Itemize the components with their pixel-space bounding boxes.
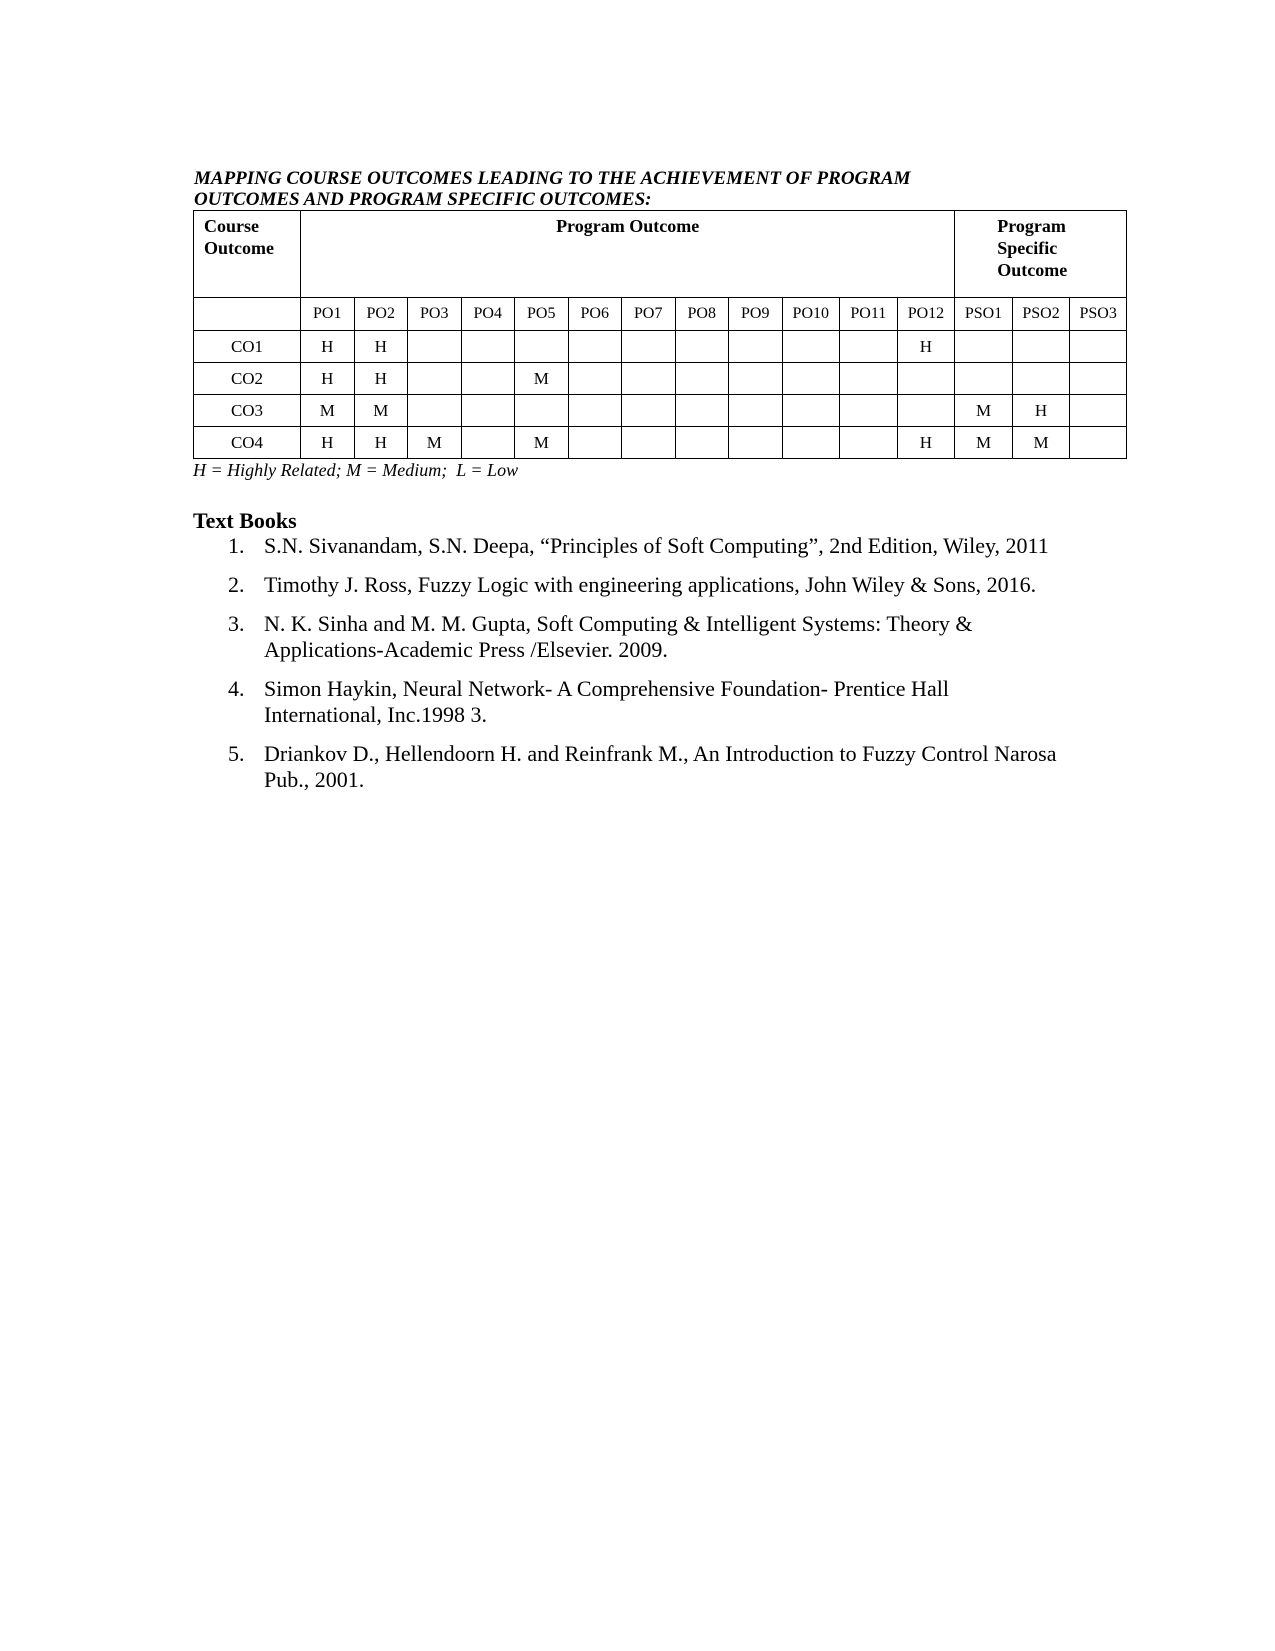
text-book-citation: N. K. Sinha and M. M. Gupta, Soft Computing & Intelligent Systems: Theory & Applications-Academic Press /Elsevier. 2009.	[264, 611, 973, 662]
mapping-cell	[729, 395, 783, 427]
mapping-cell	[1012, 363, 1070, 395]
text-book-number: 1.	[228, 533, 245, 558]
mapping-cell: M	[408, 427, 462, 459]
mapping-cell: M	[515, 363, 569, 395]
column-header-po12: PO12	[897, 298, 955, 331]
mapping-heading-line-1: MAPPING COURSE OUTCOMES LEADING TO THE ACHIEVEMENT OF PROGRAM	[194, 168, 911, 189]
text-book-citation: Driankov D., Hellendoorn H. and Reinfrank M., An Introduction to Fuzzy Control Narosa Pub., 2001.	[264, 741, 1057, 792]
mapping-cell: H	[897, 331, 955, 363]
course-outcome-header: Course Outcome	[194, 211, 301, 298]
mapping-cell	[568, 363, 622, 395]
mapping-cell	[955, 363, 1013, 395]
mapping-cell	[729, 331, 783, 363]
mapping-cell: H	[301, 363, 355, 395]
mapping-cell	[675, 331, 729, 363]
column-header-po7: PO7	[622, 298, 676, 331]
text-book-item	[228, 676, 1068, 728]
mapping-cell: H	[354, 427, 408, 459]
mapping-cell	[622, 427, 676, 459]
mapping-cell	[840, 427, 898, 459]
text-book-number: 5.	[228, 741, 245, 766]
mapping-cell	[515, 331, 569, 363]
mapping-cell	[1070, 363, 1127, 395]
mapping-cell	[622, 363, 676, 395]
text-books-list	[228, 533, 1068, 806]
column-header-po10: PO10	[782, 298, 840, 331]
mapping-cell	[782, 363, 840, 395]
mapping-cell: M	[354, 395, 408, 427]
mapping-cell: H	[354, 363, 408, 395]
mapping-cell	[840, 395, 898, 427]
column-header-pso3: PSO3	[1070, 298, 1127, 331]
text-book-item	[228, 741, 1068, 793]
table-row	[194, 395, 1127, 427]
mapping-cell	[568, 427, 622, 459]
mapping-cell: H	[301, 331, 355, 363]
empty-corner-cell	[194, 298, 301, 331]
text-book-item	[228, 611, 1068, 663]
text-book-number: 3.	[228, 611, 245, 636]
column-header-po8: PO8	[675, 298, 729, 331]
text-book-number: 2.	[228, 572, 245, 597]
text-books-title: Text Books	[193, 508, 297, 533]
mapping-cell	[1012, 331, 1070, 363]
course-outcome-label: CO1	[194, 331, 301, 363]
table-row	[194, 427, 1127, 459]
mapping-heading-line-2: OUTCOMES AND PROGRAM SPECIFIC OUTCOMES:	[194, 189, 652, 210]
mapping-cell	[622, 395, 676, 427]
mapping-cell: M	[515, 427, 569, 459]
program-outcome-header: Program Outcome	[301, 211, 955, 298]
mapping-cell	[675, 363, 729, 395]
text-book-number: 4.	[228, 676, 245, 701]
column-header-po5: PO5	[515, 298, 569, 331]
table-row	[194, 363, 1127, 395]
text-book-citation: Timothy J. Ross, Fuzzy Logic with engineering applications, John Wiley & Sons, 2016.	[264, 572, 1037, 597]
table-row	[194, 331, 1127, 363]
mapping-cell	[782, 395, 840, 427]
mapping-legend: H = Highly Related; M = Medium; L = Low	[193, 460, 519, 480]
mapping-cell: M	[1012, 427, 1070, 459]
column-header-pso1: PSO1	[955, 298, 1013, 331]
mapping-cell	[461, 395, 515, 427]
column-header-row	[194, 298, 1127, 331]
text-book-item	[228, 533, 1068, 559]
mapping-cell	[408, 395, 462, 427]
course-outcome-label: CO3	[194, 395, 301, 427]
mapping-cell	[729, 427, 783, 459]
mapping-cell	[622, 331, 676, 363]
mapping-cell	[568, 395, 622, 427]
mapping-cell: H	[1012, 395, 1070, 427]
co-po-mapping-table	[193, 210, 1127, 459]
column-header-po11: PO11	[840, 298, 898, 331]
mapping-cell	[1070, 395, 1127, 427]
mapping-cell	[897, 395, 955, 427]
program-specific-outcome-header: Program Specific Outcome	[955, 211, 1127, 298]
table-header-row	[194, 211, 1127, 298]
column-header-po9: PO9	[729, 298, 783, 331]
column-header-pso2: PSO2	[1012, 298, 1070, 331]
text-book-citation: S.N. Sivanandam, S.N. Deepa, “Principles of Soft Computing”, 2nd Edition, Wiley, 2011	[264, 533, 1049, 558]
mapping-cell	[955, 331, 1013, 363]
course-outcome-label: CO4	[194, 427, 301, 459]
mapping-cell	[461, 331, 515, 363]
column-header-po6: PO6	[568, 298, 622, 331]
mapping-cell	[675, 395, 729, 427]
column-header-po4: PO4	[461, 298, 515, 331]
column-header-po2: PO2	[354, 298, 408, 331]
mapping-cell: H	[301, 427, 355, 459]
mapping-cell	[1070, 331, 1127, 363]
mapping-cell	[897, 363, 955, 395]
mapping-cell	[782, 331, 840, 363]
column-header-po1: PO1	[301, 298, 355, 331]
mapping-cell	[408, 331, 462, 363]
course-outcome-label: CO2	[194, 363, 301, 395]
mapping-cell	[675, 427, 729, 459]
mapping-cell: H	[354, 331, 408, 363]
mapping-cell: M	[955, 395, 1013, 427]
column-header-po3: PO3	[408, 298, 462, 331]
mapping-cell	[1070, 427, 1127, 459]
text-book-citation: Simon Haykin, Neural Network- A Comprehensive Foundation- Prentice Hall International, Inc.1998 3.	[264, 676, 949, 727]
mapping-cell: M	[301, 395, 355, 427]
mapping-cell	[461, 363, 515, 395]
mapping-cell: M	[955, 427, 1013, 459]
text-book-item	[228, 572, 1068, 598]
mapping-cell	[840, 331, 898, 363]
mapping-cell	[408, 363, 462, 395]
mapping-cell	[729, 363, 783, 395]
mapping-cell	[782, 427, 840, 459]
mapping-cell	[840, 363, 898, 395]
mapping-cell	[461, 427, 515, 459]
mapping-cell: H	[897, 427, 955, 459]
mapping-cell	[515, 395, 569, 427]
mapping-cell	[568, 331, 622, 363]
mapping-heading	[194, 168, 1014, 210]
